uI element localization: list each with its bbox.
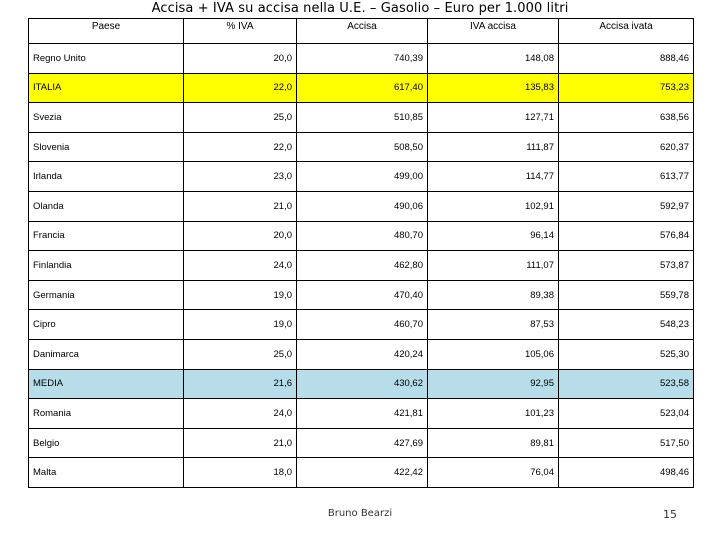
cell-accisa: 490,06 xyxy=(297,191,428,221)
cell-accisa-ivata: 517,50 xyxy=(559,428,694,458)
table-row xyxy=(29,162,694,192)
cell-iva: 21,0 xyxy=(184,428,297,458)
cell-paese: Romania xyxy=(29,399,184,429)
cell-iva-accisa: 148,08 xyxy=(428,44,559,74)
cell-iva: 23,0 xyxy=(184,162,297,192)
cell-accisa: 740,39 xyxy=(297,44,428,74)
cell-accisa-ivata: 523,04 xyxy=(559,399,694,429)
cell-paese: Francia xyxy=(29,221,184,251)
table-header-row xyxy=(29,19,694,44)
cell-accisa-ivata: 548,23 xyxy=(559,310,694,340)
cell-accisa: 480,70 xyxy=(297,221,428,251)
cell-iva-accisa: 111,07 xyxy=(428,251,559,281)
table-row xyxy=(29,310,694,340)
header-accisa-ivata: Accisa ivata xyxy=(559,19,694,44)
cell-paese: Danimarca xyxy=(29,339,184,369)
cell-iva: 21,0 xyxy=(184,191,297,221)
cell-iva-accisa: 89,38 xyxy=(428,280,559,310)
cell-iva-accisa: 127,71 xyxy=(428,103,559,133)
cell-paese: Svezia xyxy=(29,103,184,133)
cell-iva-accisa: 89,81 xyxy=(428,428,559,458)
cell-accisa: 420,24 xyxy=(297,339,428,369)
cell-accisa: 617,40 xyxy=(297,73,428,103)
cell-paese: MEDIA xyxy=(29,369,184,399)
cell-accisa: 470,40 xyxy=(297,280,428,310)
table-row-media xyxy=(29,369,694,399)
header-iva-accisa: IVA accisa xyxy=(428,19,559,44)
cell-iva-accisa: 135,83 xyxy=(428,73,559,103)
cell-iva: 21,6 xyxy=(184,369,297,399)
cell-paese: Finlandia xyxy=(29,251,184,281)
cell-iva-accisa: 76,04 xyxy=(428,458,559,488)
table-row xyxy=(29,103,694,133)
cell-accisa-ivata: 613,77 xyxy=(559,162,694,192)
cell-iva-accisa: 102,91 xyxy=(428,191,559,221)
cell-iva-accisa: 105,06 xyxy=(428,339,559,369)
cell-accisa: 430,62 xyxy=(297,369,428,399)
cell-accisa: 508,50 xyxy=(297,132,428,162)
excise-table xyxy=(28,18,694,488)
table-row xyxy=(29,221,694,251)
cell-paese: ITALIA xyxy=(29,73,184,103)
table-row-italia xyxy=(29,73,694,103)
cell-accisa-ivata: 753,23 xyxy=(559,73,694,103)
footer-author: Bruno Bearzi xyxy=(327,508,393,519)
cell-paese: Slovenia xyxy=(29,132,184,162)
cell-paese: Belgio xyxy=(29,428,184,458)
cell-accisa-ivata: 498,46 xyxy=(559,458,694,488)
cell-iva: 24,0 xyxy=(184,399,297,429)
cell-iva: 20,0 xyxy=(184,44,297,74)
table-row xyxy=(29,280,694,310)
cell-iva: 25,0 xyxy=(184,103,297,133)
cell-iva-accisa: 111,87 xyxy=(428,132,559,162)
cell-iva-accisa: 87,53 xyxy=(428,310,559,340)
slide-title: Accisa + IVA su accisa nella U.E. – Gasolio – Euro per 1.000 litri xyxy=(151,1,569,16)
cell-iva-accisa: 101,23 xyxy=(428,399,559,429)
cell-paese: Germania xyxy=(29,280,184,310)
cell-iva-accisa: 96,14 xyxy=(428,221,559,251)
cell-paese: Olanda xyxy=(29,191,184,221)
table-row xyxy=(29,251,694,281)
cell-iva: 22,0 xyxy=(184,73,297,103)
cell-accisa-ivata: 573,87 xyxy=(559,251,694,281)
cell-accisa: 510,85 xyxy=(297,103,428,133)
header-paese: Paese xyxy=(29,19,184,44)
table-row xyxy=(29,339,694,369)
cell-accisa: 422,42 xyxy=(297,458,428,488)
table-row xyxy=(29,191,694,221)
page-number: 15 xyxy=(663,508,677,521)
table-row xyxy=(29,428,694,458)
cell-paese: Cipro xyxy=(29,310,184,340)
cell-paese: Irlanda xyxy=(29,162,184,192)
cell-iva-accisa: 92,95 xyxy=(428,369,559,399)
cell-iva: 24,0 xyxy=(184,251,297,281)
cell-iva-accisa: 114,77 xyxy=(428,162,559,192)
cell-accisa-ivata: 888,46 xyxy=(559,44,694,74)
cell-accisa-ivata: 523,58 xyxy=(559,369,694,399)
cell-iva: 22,0 xyxy=(184,132,297,162)
table-row xyxy=(29,399,694,429)
cell-accisa-ivata: 576,84 xyxy=(559,221,694,251)
cell-accisa: 462,80 xyxy=(297,251,428,281)
cell-iva: 25,0 xyxy=(184,339,297,369)
table-row xyxy=(29,44,694,74)
cell-iva: 20,0 xyxy=(184,221,297,251)
cell-accisa-ivata: 525,30 xyxy=(559,339,694,369)
cell-accisa: 427,69 xyxy=(297,428,428,458)
table-row xyxy=(29,458,694,488)
cell-paese: Regno Unito xyxy=(29,44,184,74)
cell-iva: 19,0 xyxy=(184,310,297,340)
cell-iva: 19,0 xyxy=(184,280,297,310)
cell-accisa-ivata: 620,37 xyxy=(559,132,694,162)
cell-accisa: 499,00 xyxy=(297,162,428,192)
cell-iva: 18,0 xyxy=(184,458,297,488)
cell-accisa-ivata: 559,78 xyxy=(559,280,694,310)
header-iva: % IVA xyxy=(184,19,297,44)
cell-accisa-ivata: 638,56 xyxy=(559,103,694,133)
cell-accisa-ivata: 592,97 xyxy=(559,191,694,221)
header-accisa: Accisa xyxy=(297,19,428,44)
cell-accisa: 421,81 xyxy=(297,399,428,429)
cell-paese: Malta xyxy=(29,458,184,488)
cell-accisa: 460,70 xyxy=(297,310,428,340)
table-row xyxy=(29,132,694,162)
